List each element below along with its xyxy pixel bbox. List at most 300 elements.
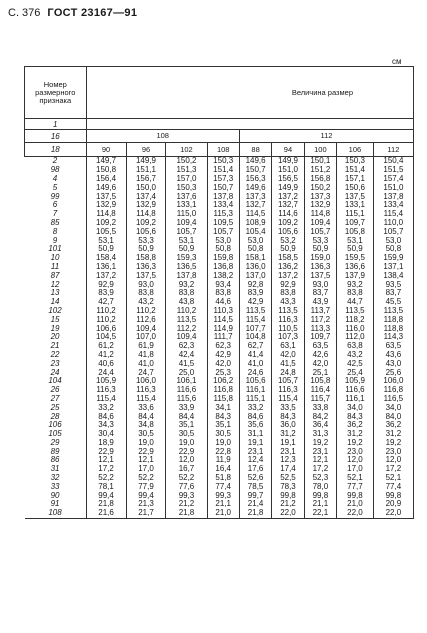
table-cell: 118,2: [337, 315, 374, 324]
table-cell: 12,1: [126, 456, 166, 465]
table-cell: 19,0: [166, 439, 207, 448]
table-cell: 84,4: [166, 412, 207, 421]
table-cell: 83,8: [166, 289, 207, 298]
size-header-cell: 102: [166, 143, 207, 157]
table-cell: 33,6: [126, 403, 166, 412]
table-cell: 109,7: [304, 333, 336, 342]
table-cell: 50,9: [126, 245, 166, 254]
table-cell: 99,8: [337, 491, 374, 500]
table-cell: 43,0: [373, 359, 413, 368]
table-cell: 113,5: [272, 307, 304, 316]
row-feature-number: 31: [25, 465, 87, 474]
table-cell: 149,9: [126, 157, 166, 166]
table-cell: 53,1: [86, 236, 126, 245]
table-cell: 22,1: [304, 509, 336, 518]
table-cell: 19,1: [239, 439, 271, 448]
table-cell: 157,1: [337, 175, 374, 184]
table-cell: 34,0: [373, 403, 413, 412]
table-cell: 136,8: [207, 263, 239, 272]
row-feature-number: 32: [25, 474, 87, 483]
table-cell: 31,3: [304, 430, 336, 439]
table-cell: 25,3: [207, 368, 239, 377]
table-cell: 22,9: [166, 447, 207, 456]
table-cell: 61,9: [126, 342, 166, 351]
table-cell: 24,4: [86, 368, 126, 377]
table-cell: 52,1: [373, 474, 413, 483]
table-cell: 116,3: [272, 315, 304, 324]
table-cell: 16,4: [207, 465, 239, 474]
table-cell: 115,7: [304, 395, 336, 404]
table-cell: 158,1: [239, 254, 271, 263]
table-cell: 136,6: [337, 263, 374, 272]
table-cell: 116,3: [272, 386, 304, 395]
row-feature-number: 12: [25, 280, 87, 289]
row-feature-number: 21: [25, 342, 87, 351]
table-cell: 105,6: [239, 377, 271, 386]
table-cell: 12,0: [373, 456, 413, 465]
table-row: [25, 157, 414, 166]
table-row: [25, 386, 414, 395]
size-header-cell: 88: [239, 143, 271, 157]
table-cell: 21,8: [86, 500, 126, 509]
row-feature-number: 7: [25, 210, 87, 219]
table-cell: 149,9: [272, 183, 304, 192]
table-cell: 136,2: [272, 263, 304, 272]
table-cell: 137,5: [86, 192, 126, 201]
table-cell: 34,1: [207, 403, 239, 412]
table-cell: 83,8: [337, 289, 374, 298]
table-cell: 20,9: [373, 500, 413, 509]
table-cell: 136,3: [126, 263, 166, 272]
table-row: [25, 333, 414, 342]
table-cell: 99,7: [239, 491, 271, 500]
table-cell: 77,4: [207, 482, 239, 491]
table-cell: 42,4: [166, 351, 207, 360]
table-cell: 132,9: [86, 201, 126, 210]
table-cell: 105,5: [86, 227, 126, 236]
row-feature-number: 19: [25, 324, 87, 333]
row-feature-number: 87: [25, 271, 87, 280]
table-cell: 105,6: [272, 227, 304, 236]
row-feature-number: 108: [25, 509, 87, 518]
row-feature-number: 24: [25, 368, 87, 377]
table-cell: 33,2: [239, 403, 271, 412]
table-cell: 50,9: [272, 245, 304, 254]
table-cell: 50,9: [304, 245, 336, 254]
table-cell: 41,5: [166, 359, 207, 368]
table-cell: 157,4: [373, 175, 413, 184]
table-row: [25, 500, 414, 509]
table-row: [25, 183, 414, 192]
table-cell: 12,4: [239, 456, 271, 465]
table-cell: 42,9: [207, 351, 239, 360]
row-feature-number: 106: [25, 421, 87, 430]
row-feature-number: 23: [25, 359, 87, 368]
table-cell: 105,9: [86, 377, 126, 386]
row-feature-number: 99: [25, 192, 87, 201]
table-cell: 21,3: [126, 500, 166, 509]
table-cell: 150,7: [239, 166, 271, 175]
table-cell: 99,8: [272, 491, 304, 500]
table-cell: 137,0: [239, 271, 271, 280]
table-cell: 41,0: [126, 359, 166, 368]
table-cell: 17,0: [337, 465, 374, 474]
table-row: [25, 359, 414, 368]
table-row: [25, 368, 414, 377]
table-row: [25, 280, 414, 289]
table-cell: 50,8: [207, 245, 239, 254]
table-cell: 21,8: [166, 509, 207, 518]
table-cell: 83,7: [373, 289, 413, 298]
table-cell: 19,0: [126, 439, 166, 448]
row-feature-number: 85: [25, 219, 87, 228]
table-cell: 33,8: [304, 403, 336, 412]
table-cell: 150,2: [304, 183, 336, 192]
table-cell: 84,3: [207, 412, 239, 421]
table-cell: 83,8: [272, 289, 304, 298]
table-cell: 50,8: [373, 245, 413, 254]
table-cell: 24,7: [126, 368, 166, 377]
table-row: [25, 192, 414, 201]
table-cell: 109,5: [207, 219, 239, 228]
table-cell: 84,0: [373, 412, 413, 421]
header-feature-number: Номер размерного признака: [25, 67, 87, 119]
table-cell: 99,4: [126, 491, 166, 500]
table-cell: 112,6: [126, 315, 166, 324]
table-cell: 104,8: [239, 333, 271, 342]
table-cell: 17,2: [373, 465, 413, 474]
table-row: [25, 491, 414, 500]
table-cell: 62,3: [166, 342, 207, 351]
table-cell: 43,2: [126, 298, 166, 307]
table-cell: 110,0: [373, 219, 413, 228]
table-cell: 112,2: [166, 324, 207, 333]
table-cell: 151,1: [126, 166, 166, 175]
table-cell: 77,4: [373, 482, 413, 491]
table-cell: 52,2: [86, 474, 126, 483]
size-header-cell: 106: [337, 143, 374, 157]
table-cell: 21,1: [304, 500, 336, 509]
table-cell: 116,4: [304, 386, 336, 395]
table-cell: 21,0: [207, 509, 239, 518]
table-cell: 137,6: [166, 192, 207, 201]
table-cell: 114,8: [86, 210, 126, 219]
table-cell: 34,3: [86, 421, 126, 430]
table-row: [25, 201, 414, 210]
table-cell: 43,3: [272, 298, 304, 307]
table-cell: 21,8: [239, 509, 271, 518]
table-cell: 78,1: [86, 482, 126, 491]
table-cell: 110,5: [272, 324, 304, 333]
group-header-112: 112: [239, 130, 413, 143]
table-cell: 41,8: [126, 351, 166, 360]
table-cell: 157,3: [207, 175, 239, 184]
table-row: [25, 509, 414, 518]
table-cell: 117,2: [304, 315, 336, 324]
table-cell: 151,3: [166, 166, 207, 175]
table-cell: 149,6: [239, 157, 271, 166]
table-row: [25, 403, 414, 412]
size-header-cell: 100: [304, 143, 336, 157]
table-cell: 22,8: [207, 447, 239, 456]
table-cell: 34,0: [337, 403, 374, 412]
table-cell: 21,2: [166, 500, 207, 509]
table-cell: 84,6: [86, 412, 126, 421]
table-cell: 110,2: [86, 315, 126, 324]
table-cell: 83,8: [207, 289, 239, 298]
table-cell: 115,4: [86, 395, 126, 404]
table-cell: 11,9: [207, 456, 239, 465]
table-cell: 110,2: [86, 307, 126, 316]
table-cell: 116,6: [337, 386, 374, 395]
table-cell: 106,2: [207, 377, 239, 386]
table-row: [25, 298, 414, 307]
table-cell: 22,0: [272, 509, 304, 518]
table-cell: 150,1: [304, 157, 336, 166]
table-cell: 43,9: [304, 298, 336, 307]
row-label-18: 18: [25, 143, 87, 157]
header-value-size: Величина размер: [86, 67, 413, 119]
table-cell: 17,4: [272, 465, 304, 474]
table-cell: 99,3: [166, 491, 207, 500]
table-cell: 22,9: [86, 447, 126, 456]
table-cell: 36,0: [272, 421, 304, 430]
size-header-cell: 94: [272, 143, 304, 157]
table-cell: 118,8: [373, 315, 413, 324]
table-cell: 110,2: [166, 307, 207, 316]
row-feature-number: 98: [25, 166, 87, 175]
table-cell: 53,3: [304, 236, 336, 245]
table-cell: 133,1: [337, 201, 374, 210]
table-cell: 83,8: [126, 289, 166, 298]
table-cell: 115,1: [239, 395, 271, 404]
table-cell: 33,9: [166, 403, 207, 412]
table-row: [25, 236, 414, 245]
table-cell: 137,5: [126, 271, 166, 280]
table-cell: 151,5: [373, 166, 413, 175]
table-cell: 151,0: [272, 166, 304, 175]
table-cell: 53,0: [207, 236, 239, 245]
table-cell: 109,4: [166, 219, 207, 228]
table-cell: 21,0: [337, 500, 374, 509]
table-cell: 99,8: [373, 491, 413, 500]
table-row: [25, 377, 414, 386]
table-cell: 44,6: [207, 298, 239, 307]
table-cell: 150,6: [337, 183, 374, 192]
table-cell: 118,8: [373, 324, 413, 333]
table-cell: 41,0: [239, 359, 271, 368]
table-cell: 115,4: [126, 395, 166, 404]
table-row: [25, 166, 414, 175]
table-cell: 43,8: [166, 298, 207, 307]
table-cell: 113,5: [239, 307, 271, 316]
table-cell: 83,9: [86, 289, 126, 298]
table-cell: 110,3: [207, 307, 239, 316]
table-cell: 107,7: [239, 324, 271, 333]
unit-label: см: [392, 57, 402, 66]
table-row: [25, 412, 414, 421]
table-row: [25, 289, 414, 298]
table-cell: 159,8: [207, 254, 239, 263]
row-feature-number: 90: [25, 491, 87, 500]
table-cell: 115,8: [207, 395, 239, 404]
table-cell: 62,3: [207, 342, 239, 351]
table-cell: 77,7: [337, 482, 374, 491]
table-cell: 150,8: [86, 166, 126, 175]
table-cell: 50,9: [86, 245, 126, 254]
table-row: [25, 421, 414, 430]
size-header-cell: 112: [373, 143, 413, 157]
table-cell: 115,4: [239, 315, 271, 324]
table-cell: 83,9: [239, 289, 271, 298]
table-cell: 19,2: [337, 439, 374, 448]
table-cell: 115,6: [166, 395, 207, 404]
table-row: [25, 395, 414, 404]
row-feature-number: 11: [25, 263, 87, 272]
group-header-108: 108: [86, 130, 239, 143]
table-cell: 34,8: [126, 421, 166, 430]
table-cell: 151,4: [337, 166, 374, 175]
table-cell: 105,4: [239, 227, 271, 236]
table-cell: 53,0: [239, 236, 271, 245]
row-feature-number: 102: [25, 307, 87, 316]
table-cell: 23,1: [239, 447, 271, 456]
table-cell: 53,2: [272, 236, 304, 245]
table-cell: 105,9: [337, 377, 374, 386]
table-cell: 50,9: [166, 245, 207, 254]
table-cell: 115,4: [272, 395, 304, 404]
table-cell: 113,5: [337, 307, 374, 316]
table-cell: 105,7: [373, 227, 413, 236]
row-feature-number: 101: [25, 245, 87, 254]
table-cell: 93,4: [207, 280, 239, 289]
table-row: [25, 447, 414, 456]
table-cell: 31,2: [373, 430, 413, 439]
table-cell: 159,0: [304, 254, 336, 263]
table-cell: 30,5: [166, 430, 207, 439]
table-cell: 30,4: [86, 430, 126, 439]
table-cell: 93,0: [126, 280, 166, 289]
table-cell: 150,4: [373, 157, 413, 166]
table-cell: 84,6: [239, 412, 271, 421]
page-header: [8, 5, 141, 20]
row-feature-number: 4: [25, 175, 87, 184]
table-row: [25, 227, 414, 236]
table-cell: 132,9: [126, 201, 166, 210]
table-cell: 19,2: [304, 439, 336, 448]
table-cell: 151,2: [304, 166, 336, 175]
table-row: [25, 482, 414, 491]
table-cell: 53,1: [337, 236, 374, 245]
table-cell: 156,5: [272, 175, 304, 184]
row-feature-number: 104: [25, 377, 87, 386]
table-cell: 137,3: [304, 192, 336, 201]
table-row: [25, 342, 414, 351]
table-cell: 110,2: [126, 307, 166, 316]
table-cell: 150,3: [337, 157, 374, 166]
table-cell: 114,8: [304, 210, 336, 219]
table-cell: 137,8: [207, 192, 239, 201]
table-cell: 105,7: [304, 227, 336, 236]
table-cell: 104,5: [86, 333, 126, 342]
table-cell: 52,3: [304, 474, 336, 483]
table-cell: 17,0: [126, 465, 166, 474]
table-cell: 44,7: [337, 298, 374, 307]
table-cell: 116,3: [126, 386, 166, 395]
table-cell: 52,2: [166, 474, 207, 483]
table-cell: 137,4: [126, 192, 166, 201]
row-feature-number: 9: [25, 236, 87, 245]
table-cell: 12,1: [86, 456, 126, 465]
table-cell: 12,1: [304, 456, 336, 465]
table-cell: 25,1: [304, 368, 336, 377]
row-feature-number: 29: [25, 439, 87, 448]
table-cell: 158,4: [86, 254, 126, 263]
row-feature-number: 13: [25, 289, 87, 298]
row-feature-number: 2: [25, 157, 87, 166]
table-cell: 21,1: [207, 500, 239, 509]
table-cell: 99,3: [207, 491, 239, 500]
table-cell: 42,0: [272, 351, 304, 360]
row-feature-number: 25: [25, 403, 87, 412]
table-cell: 150,7: [207, 183, 239, 192]
table-row: [25, 430, 414, 439]
table-cell: 31,1: [239, 430, 271, 439]
table-cell: 109,4: [304, 219, 336, 228]
table-cell: 21,4: [239, 500, 271, 509]
table-cell: 136,5: [166, 263, 207, 272]
table-cell: 156,8: [304, 175, 336, 184]
table-cell: 114,5: [207, 315, 239, 324]
table-cell: 137,2: [272, 271, 304, 280]
table-cell: 42,0: [304, 359, 336, 368]
table-cell: 78,0: [304, 482, 336, 491]
table-row: [25, 307, 414, 316]
table-cell: 111,7: [207, 333, 239, 342]
table-cell: 137,9: [337, 271, 374, 280]
row-feature-number: 15: [25, 315, 87, 324]
row-feature-number: 6: [25, 201, 87, 210]
table-cell: 116,1: [239, 386, 271, 395]
table-cell: 159,9: [373, 254, 413, 263]
table-cell: 112,0: [337, 333, 374, 342]
table-cell: 106,0: [126, 377, 166, 386]
table-cell: 36,2: [373, 421, 413, 430]
row-feature-number: 33: [25, 482, 87, 491]
table-cell: 133,1: [166, 201, 207, 210]
table-cell: 114,8: [126, 210, 166, 219]
table-cell: 35,6: [239, 421, 271, 430]
table-cell: 93,2: [337, 280, 374, 289]
table-cell: 116,8: [373, 386, 413, 395]
row-feature-number: 105: [25, 430, 87, 439]
table-cell: 40,6: [86, 359, 126, 368]
table-cell: 92,9: [86, 280, 126, 289]
table-cell: 156,7: [126, 175, 166, 184]
size-header-cell: 108: [207, 143, 239, 157]
table-cell: 12,0: [166, 456, 207, 465]
table-cell: 133,4: [207, 201, 239, 210]
table-cell: 63,8: [337, 342, 374, 351]
table-cell: 115,3: [207, 210, 239, 219]
table-cell: 45,5: [373, 298, 413, 307]
row-feature-number: 89: [25, 447, 87, 456]
table-cell: 132,7: [239, 201, 271, 210]
row-feature-number: 27: [25, 395, 87, 404]
table-cell: 156,3: [239, 175, 271, 184]
table-cell: 150,3: [166, 183, 207, 192]
table-cell: 113,5: [166, 315, 207, 324]
